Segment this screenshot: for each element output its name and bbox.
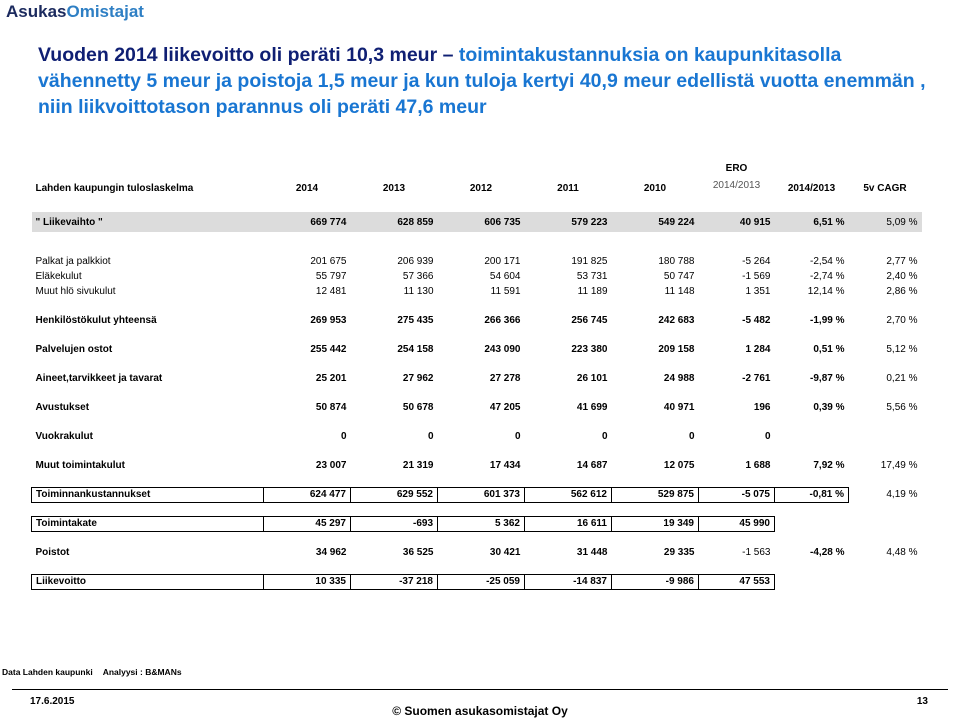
table-row-aineet bbox=[32, 371, 922, 386]
cell-value: 191 825 bbox=[571, 256, 608, 267]
cell-cagr: 4,48 % bbox=[886, 547, 918, 558]
cell-pct bbox=[775, 574, 849, 589]
cell-value: -37 218 bbox=[351, 574, 438, 589]
row-label: Vuokrakulut bbox=[35, 431, 93, 442]
table-row-vuokrakulut bbox=[32, 429, 922, 444]
cell-value: 10 335 bbox=[264, 574, 351, 589]
cell-pct: 6,51 % bbox=[775, 212, 849, 232]
cell-value: 562 612 bbox=[525, 487, 612, 502]
table-row-liikevaihto bbox=[32, 212, 922, 232]
cell-cagr: 5,09 % bbox=[849, 212, 922, 232]
cell-value: 24 988 bbox=[663, 373, 695, 384]
cell-value: 11 591 bbox=[490, 286, 521, 297]
cell-diff: -1 569 bbox=[742, 271, 771, 282]
diff-header-label: ERO bbox=[725, 163, 748, 174]
cell-value: 669 774 bbox=[264, 212, 351, 232]
cell-pct: 7,92 % bbox=[813, 460, 845, 471]
cell-value: 50 678 bbox=[402, 402, 434, 413]
row-label: Avustukset bbox=[35, 402, 90, 413]
source-data: Data Lahden kaupunki bbox=[2, 667, 93, 677]
cell-cagr: 4,19 % bbox=[886, 489, 918, 500]
table-row-palvelujen-ostot bbox=[32, 342, 922, 357]
cell-value: 50 747 bbox=[663, 271, 695, 282]
source-note bbox=[2, 667, 192, 677]
cell-value: 31 448 bbox=[576, 547, 608, 558]
cell-pct: -0,81 % bbox=[775, 487, 849, 502]
cell-value: 19 349 bbox=[612, 516, 699, 531]
cell-value: -14 837 bbox=[525, 574, 612, 589]
cell-value: 529 875 bbox=[612, 487, 699, 502]
row-label: " Liikevaihto " bbox=[32, 212, 264, 232]
table-spacer bbox=[32, 386, 922, 400]
cell-value: 209 158 bbox=[658, 344, 695, 355]
cell-cagr: 2,40 % bbox=[886, 271, 918, 282]
cell-value: 27 962 bbox=[402, 373, 434, 384]
income-statement-table bbox=[31, 160, 922, 590]
cell-cagr: 2,77 % bbox=[886, 256, 918, 267]
cell-value: 254 158 bbox=[397, 344, 434, 355]
row-label: Henkilöstökulut yhteensä bbox=[35, 315, 157, 326]
cell-value: 29 335 bbox=[663, 547, 695, 558]
cell-pct: -4,28 % bbox=[810, 547, 845, 558]
cell-value: 12 075 bbox=[663, 460, 695, 471]
cell-value: 243 090 bbox=[484, 344, 521, 355]
cell-value: 12 481 bbox=[315, 286, 347, 297]
cell-value: 50 874 bbox=[315, 402, 347, 413]
cell-diff: -5 482 bbox=[742, 315, 771, 326]
table-spacer bbox=[32, 531, 922, 545]
slide-title bbox=[38, 42, 938, 120]
page-number: 13 bbox=[916, 696, 928, 707]
cell-diff: 196 bbox=[753, 402, 771, 413]
year-header: 2011 bbox=[557, 183, 579, 194]
cell-cagr bbox=[849, 574, 922, 589]
cell-value: 36 525 bbox=[402, 547, 434, 558]
table-spacer bbox=[32, 232, 922, 254]
cell-value: 26 101 bbox=[576, 373, 608, 384]
cell-pct: 0,39 % bbox=[813, 402, 845, 413]
brand-logo bbox=[6, 2, 144, 22]
row-label: Palkat ja palkkiot bbox=[35, 256, 111, 267]
cagr-header: 5v CAGR bbox=[863, 183, 907, 194]
table-spacer bbox=[32, 328, 922, 342]
table-row-muut-toimintakulut bbox=[32, 458, 922, 473]
cell-value: 200 171 bbox=[484, 256, 521, 267]
cell-value: 55 797 bbox=[315, 271, 347, 282]
table-row-muut-hlo bbox=[32, 284, 922, 299]
table-spacer bbox=[32, 473, 922, 487]
cell-diff: -5 264 bbox=[742, 256, 771, 267]
cell-value: 629 552 bbox=[351, 487, 438, 502]
footer-copyright: © Suomen asukasomistajat Oy bbox=[392, 704, 568, 718]
cell-value: 549 224 bbox=[612, 212, 699, 232]
cell-diff: 40 915 bbox=[699, 212, 775, 232]
table-row-liikevoitto bbox=[32, 574, 922, 589]
table-row-henkilostokulut bbox=[32, 313, 922, 328]
row-label: Liikevoitto bbox=[32, 574, 264, 589]
cell-diff: -2 761 bbox=[742, 373, 771, 384]
footer-divider bbox=[12, 689, 948, 690]
cell-cagr: 2,70 % bbox=[886, 315, 918, 326]
cell-value: 0 bbox=[340, 431, 347, 442]
cell-value: 269 953 bbox=[310, 315, 347, 326]
cell-diff: 45 990 bbox=[699, 516, 775, 531]
table-spacer bbox=[32, 202, 922, 212]
brand-part1: Asukas bbox=[6, 2, 67, 21]
cell-value: 0 bbox=[427, 431, 434, 442]
table-row-elakekulut bbox=[32, 269, 922, 284]
cell-value: 21 319 bbox=[402, 460, 434, 471]
cell-value: 266 366 bbox=[484, 315, 521, 326]
cell-value: 54 604 bbox=[489, 271, 521, 282]
cell-value: 45 297 bbox=[264, 516, 351, 531]
diff-header-sub: 2014/2013 bbox=[712, 180, 761, 191]
cell-pct bbox=[775, 516, 849, 531]
cell-diff: 0 bbox=[764, 431, 771, 442]
cell-diff: 1 688 bbox=[745, 460, 771, 471]
cell-value: 0 bbox=[688, 431, 695, 442]
cell-value: 40 971 bbox=[663, 402, 695, 413]
cell-value: 11 130 bbox=[403, 286, 434, 297]
cell-value: 27 278 bbox=[489, 373, 521, 384]
cell-value: 25 201 bbox=[315, 373, 347, 384]
cell-pct: -1,99 % bbox=[810, 315, 845, 326]
cell-value: 11 189 bbox=[577, 286, 608, 297]
row-label: Toimintakate bbox=[32, 516, 264, 531]
cell-value: 30 421 bbox=[489, 547, 521, 558]
cell-value: 0 bbox=[514, 431, 521, 442]
cell-value: 255 442 bbox=[310, 344, 347, 355]
cell-diff: -1 563 bbox=[742, 547, 771, 558]
pct-header: 2014/2013 bbox=[787, 183, 836, 194]
table-spacer bbox=[32, 357, 922, 371]
year-header: 2010 bbox=[643, 183, 667, 194]
cell-diff: 1 284 bbox=[745, 344, 771, 355]
table-header-row bbox=[32, 160, 922, 202]
cell-value: 223 380 bbox=[571, 344, 608, 355]
cell-value: 606 735 bbox=[438, 212, 525, 232]
table-spacer bbox=[32, 560, 922, 574]
row-label: Muut toimintakulut bbox=[35, 460, 125, 471]
cell-value: 624 477 bbox=[264, 487, 351, 502]
year-header: 2014 bbox=[295, 183, 319, 194]
row-label: Eläkekulut bbox=[35, 271, 82, 282]
cell-cagr bbox=[849, 516, 922, 531]
cell-value: 23 007 bbox=[315, 460, 347, 471]
cell-value: 206 939 bbox=[397, 256, 434, 267]
table-spacer bbox=[32, 415, 922, 429]
footer-date: 17.6.2015 bbox=[30, 696, 75, 707]
table-row-avustukset bbox=[32, 400, 922, 415]
cell-cagr: 17,49 % bbox=[880, 460, 918, 471]
cell-diff: 47 553 bbox=[699, 574, 775, 589]
source-analysis: Analyysi : B&MANs bbox=[102, 667, 182, 677]
cell-diff: 1 351 bbox=[745, 286, 771, 297]
cell-pct bbox=[775, 429, 849, 444]
cell-value: 275 435 bbox=[397, 315, 434, 326]
cell-value: 11 148 bbox=[664, 286, 695, 297]
cell-value: 201 675 bbox=[310, 256, 347, 267]
cell-value: 41 699 bbox=[576, 402, 608, 413]
table-row-poistot bbox=[32, 545, 922, 560]
cell-value: 34 962 bbox=[315, 547, 347, 558]
cell-pct: -9,87 % bbox=[810, 373, 845, 384]
cell-value: 47 205 bbox=[489, 402, 521, 413]
cell-value: 256 745 bbox=[571, 315, 608, 326]
table-title: Lahden kaupungin tuloslaskelma bbox=[35, 183, 194, 194]
table-spacer bbox=[32, 502, 922, 516]
cell-value: 16 611 bbox=[525, 516, 612, 531]
diff-header bbox=[699, 160, 775, 202]
slide-title-part2: toimintakustannuksia on kaupunkitasolla vähennetty 5 meur ja poistoja 1,5 meur ja kun tuloja kertyi 40,9 meur edellistä vuotta enemmän , niin liikvoittotason parannus oli peräti 47,6 meur bbox=[38, 44, 926, 118]
cell-value: 14 687 bbox=[576, 460, 608, 471]
year-header: 2013 bbox=[382, 183, 406, 194]
cell-cagr: 5,56 % bbox=[886, 402, 918, 413]
cell-cagr bbox=[849, 429, 922, 444]
cell-value: 601 373 bbox=[438, 487, 525, 502]
cell-pct: 0,51 % bbox=[813, 344, 845, 355]
cell-value: -693 bbox=[351, 516, 438, 531]
slide-title-part1: Vuoden 2014 liikevoitto oli peräti 10,3 meur – bbox=[38, 44, 459, 66]
cell-value: 57 366 bbox=[402, 271, 434, 282]
cell-value: -25 059 bbox=[438, 574, 525, 589]
cell-value: 17 434 bbox=[489, 460, 521, 471]
cell-diff: -5 075 bbox=[699, 487, 775, 502]
cell-value: 180 788 bbox=[658, 256, 695, 267]
table-spacer bbox=[32, 299, 922, 313]
cell-value: 242 683 bbox=[658, 315, 695, 326]
cell-value: 579 223 bbox=[525, 212, 612, 232]
income-statement-table-wrap bbox=[31, 160, 921, 590]
cell-value: -9 986 bbox=[612, 574, 699, 589]
cell-pct: -2,54 % bbox=[810, 256, 845, 267]
cell-value: 53 731 bbox=[576, 271, 608, 282]
brand-part2: Omistajat bbox=[66, 2, 144, 21]
cell-value: 628 859 bbox=[351, 212, 438, 232]
row-label: Toiminnankustannukset bbox=[32, 487, 264, 502]
row-label: Poistot bbox=[35, 547, 70, 558]
table-row-palkat bbox=[32, 254, 922, 269]
row-label: Palvelujen ostot bbox=[35, 344, 113, 355]
table-spacer bbox=[32, 444, 922, 458]
cell-pct: -2,74 % bbox=[810, 271, 845, 282]
cell-pct: 12,14 % bbox=[807, 286, 845, 297]
row-label: Muut hlö sivukulut bbox=[35, 286, 116, 297]
year-header: 2012 bbox=[469, 183, 493, 194]
cell-cagr: 5,12 % bbox=[886, 344, 918, 355]
cell-value: 5 362 bbox=[438, 516, 525, 531]
cell-cagr: 2,86 % bbox=[886, 286, 918, 297]
table-row-toiminnankustannukset bbox=[32, 487, 922, 502]
cell-cagr: 0,21 % bbox=[886, 373, 918, 384]
table-row-toimintakate bbox=[32, 516, 922, 531]
cell-value: 0 bbox=[601, 431, 608, 442]
row-label: Aineet,tarvikkeet ja tavarat bbox=[35, 373, 163, 384]
